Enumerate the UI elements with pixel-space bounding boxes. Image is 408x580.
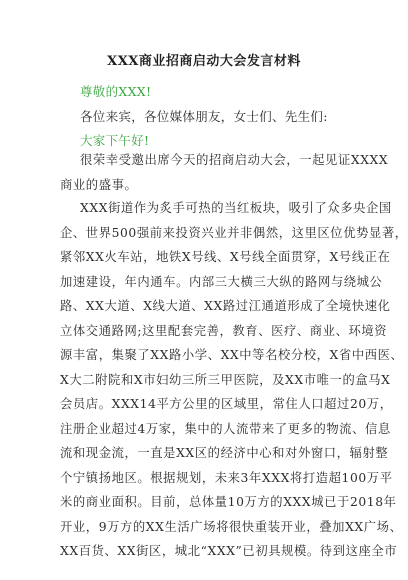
paragraph-line: 商业的盛事。 <box>60 177 138 192</box>
paragraph-line: 注册企业超过4万家，集中的人流带来了更多的物流、信息 <box>60 421 391 436</box>
paragraph-line: 开业，9万方的XX生活广场将很快重装开业，叠加XX广场、 <box>60 519 403 534</box>
paragraph-line: X大二附院和X市妇幼三所三甲医院，及XX市唯一的盒马X <box>60 372 391 387</box>
paragraph-line: 立体交通路网;这里配套完善，教育、医疗、商业、环境资 <box>60 323 388 338</box>
paragraph-district <box>60 196 408 564</box>
paragraph-line: XXX街道作为炙手可热的当红板块，吸引了众多央企国 <box>80 201 392 215</box>
paragraph-line: 企、世界500强前来投资兴业并非偶然，这里区位优势显著， <box>60 225 408 240</box>
paragraph-intro <box>60 148 389 197</box>
paragraph-line: 流和现金流，一直是XX区的经济中心和对外窗口，辐射整 <box>60 446 389 460</box>
greeting-line: 各位来宾，各位媒体朋友，女士们、先生们: <box>80 109 328 124</box>
paragraph-line: 会员店。XXX14平方公里的区域里，常住人口超过20万， <box>60 397 393 411</box>
paragraph-line: 源丰富，集聚了XX路小学、XX中等名校分校，X省中西医、 <box>60 348 404 362</box>
paragraph-line: 米的商业面积。目前，总体量10万方的XXX城已于2018年 <box>60 495 397 509</box>
paragraph-line: 紧邻XX火车站，地铁X号线、X号线全面贯穿，X号线正在 <box>60 250 391 264</box>
paragraph-line: 路、XX大道、X线大道、XX路过江通道形成了全境快速化 <box>60 299 391 313</box>
paragraph-line: 个宁镇扬地区。根据规划，未来3年XXX将打造超100万平 <box>60 470 393 485</box>
welcome-line: 大家下午好! <box>80 133 150 148</box>
paragraph-line: 很荣幸受邀出席今天的招商启动大会，一起见证XXXX <box>80 153 389 167</box>
paragraph-line: XX百货、XX街区，城北“XXX”已初具规模。待到这座全市 <box>60 544 398 558</box>
paragraph-line: 加速建设，年内通车。内部三大横三大纵的路网与绕城公 <box>60 274 383 289</box>
document-title: XXX商业招商启动大会发言材料 <box>107 54 301 69</box>
salutation: 尊敬的XXX! <box>80 84 152 99</box>
